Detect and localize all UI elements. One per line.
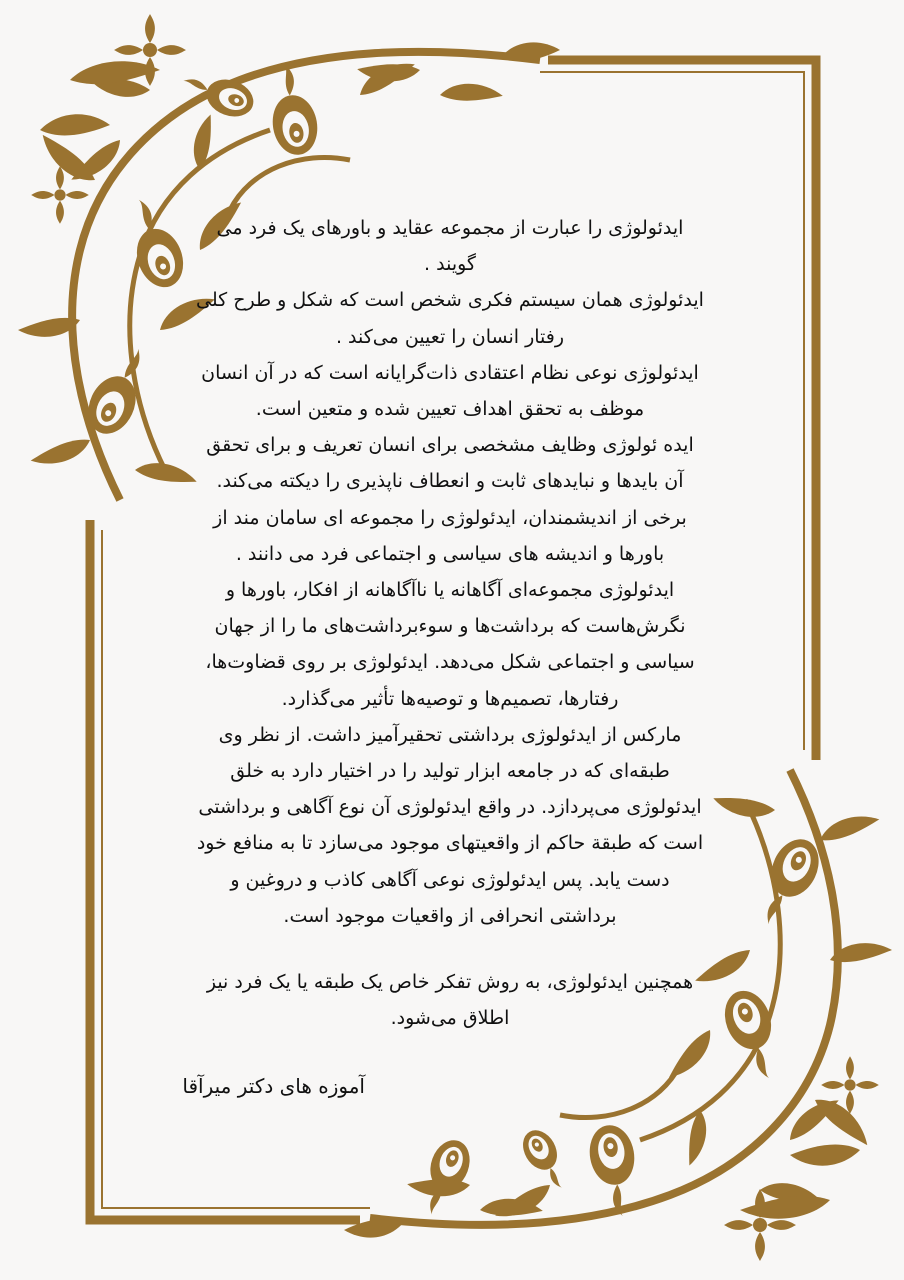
paragraph-closing: همچنین ایدئولوژی، به روش تفکر خاص یک طبقه یا یک فرد نیز اطلاق می‌شود.: [206, 971, 694, 1030]
paragraph-duties: ایده ئولوژی وظایف مشخصی برای انسان تعریف و برای تحقق آن بایدها و نبایدهای ثابت و انعطاف ناپذیری را دیکته می‌کند.: [206, 434, 694, 493]
paragraph-thinkers: برخی از اندیشمندان، ایدئولوژی را مجموعه ای سامان مند از باورها و اندیشه های سیاسی و اجتماعی فرد می دانند .: [213, 506, 687, 565]
paragraph-collection: ایدئولوژی مجموعه‌ای آگاهانه یا ناآگاهانه از افکار، باورها و نگرش‌هاست که برداشت‌ها و سوء‌برداشت‌های ما را از جهان سیاسی و اجتماعی شکل می‌دهد. ایدئولوژی بر روی قضاوت‌ها، رفتارها، تصمیم‌ها و توصیه‌ها تأثیر می‌گذارد.: [205, 579, 695, 710]
main-text: [195, 210, 705, 1036]
signature: آموزه های دکتر میرآقا: [182, 1074, 365, 1098]
paragraph-thought-system: ایدئولوژی همان سیستم فکری شخص است که شکل و طرح کلی رفتار انسان را تعیین می‌کند .: [196, 289, 704, 348]
paragraph-definition: ایدئولوژی را عبارت از مجموعه عقاید و باورهای یک فرد می گویند .: [216, 217, 684, 276]
paragraph-belief-system: ایدئولوژی نوعی نظام اعتقادی ذات‌گرایانه است که در آن انسان موظف به تحقق اهداف تعیین شده و متعین است.: [201, 361, 699, 421]
paragraph-marx: مارکس از ایدئولوژی برداشتی تحقیرآمیز داشت. از نظر وی طبقه‌ای که در جامعه ابزار تولید را در اختیار دارد به خلق ایدئولوژی می‌پردازد. در واقع ایدئولوژی آن نوع آگاهی و برداشتی است که طبقة حاکم از واقعیتهای موجود می‌سازد تا به منافع خود دست یابد. پس ایدئولوژی نوعی آگاهی کاذب و دروغین و برداشتی انحرافی از واقعیات موجود است.: [196, 723, 704, 927]
